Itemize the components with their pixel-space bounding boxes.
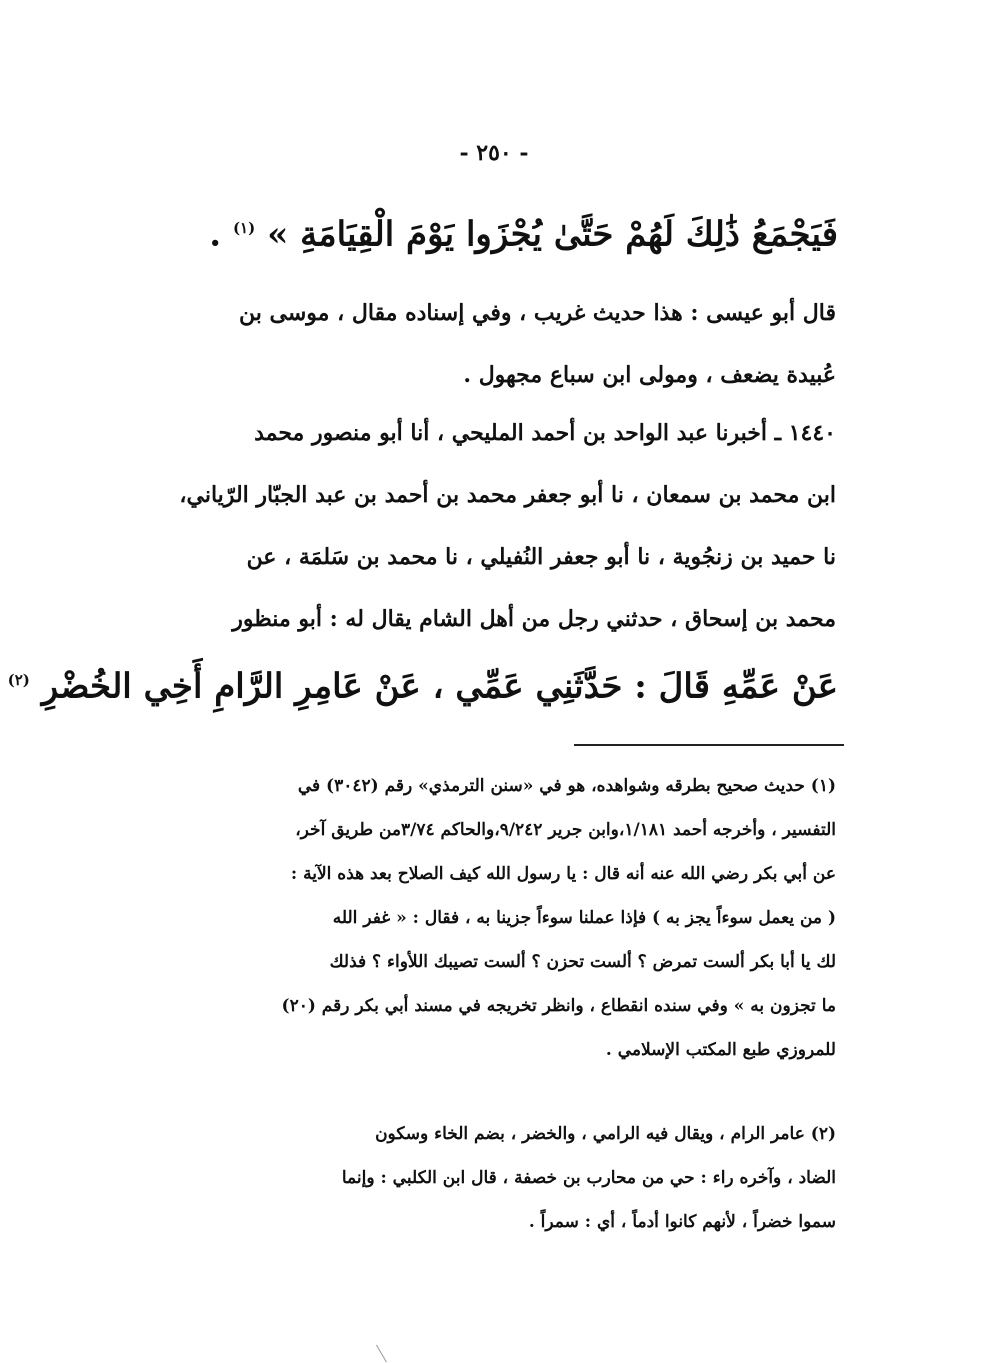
footnote-line: ما تجزون به » وفي سنده انقطاع ، وانظر تخريجه في مسند أبي بكر رقم (٢٠) <box>281 996 836 1016</box>
page-number: - ٢٥٠ - <box>459 140 529 166</box>
footnote-ref-2: (٢) <box>7 671 30 689</box>
footnote-line: (١) حديث صحيح بطرقه وشواهده، هو في «سنن الترمذي» رقم (٣٠٤٢) في <box>297 776 836 796</box>
paragraph-line: ١٤٤٠ ـ أخبرنا عبد الواحد بن أحمد المليحي ، أنا أبو منصور محمد <box>254 420 836 446</box>
paragraph-hadith-chain <box>146 402 836 650</box>
footnote-line: (٢) عامر الرام ، ويقال فيه الرامي ، والخضر ، بضم الخاء وسكون <box>375 1124 836 1144</box>
footnote-line: عن أبي بكر رضي الله عنه أنه قال : يا رسول الله كيف الصلاح بعد هذه الآية : <box>290 864 836 884</box>
paragraph-line: محمد بن إسحاق ، حدثني رجل من أهل الشام يقال له : أبو منظور <box>232 606 836 632</box>
paragraph-line: نا حميد بن زنجُوية ، نا أبو جعفر النُفيلي ، نا محمد بن سَلمَة ، عن <box>246 544 836 570</box>
footnote-line: الضاد ، وآخره راء : حي من محارب بن خصفة ، قال ابن الكلبي : وإنما <box>341 1168 836 1188</box>
paragraph-commentary <box>146 282 836 406</box>
quran-verse-top <box>138 200 838 262</box>
footnote-line: التفسير ، وأخرجه أحمد ١/١٨١،وابن جرير ٩/٢٤٢،والحاكم ٣/٧٤من طريق آخر، <box>295 820 836 840</box>
footnote-line: سموا خضراً ، لأنهم كانوا أدماً ، أي : سمراً . <box>528 1212 836 1232</box>
verse-end-mark: . <box>209 214 222 255</box>
scan-artifact <box>376 1338 399 1363</box>
paragraph-line: قال أبو عيسى : هذا حديث غريب ، وفي إسناده مقال ، موسى بن <box>238 300 836 326</box>
verse-text: فَيَجْمَعُ ذَٰلِكَ لَهُمْ حَتَّىٰ يُجْزَوا يَوْمَ الْقِيَامَةِ » <box>267 214 838 255</box>
footnote-2 <box>146 1112 836 1244</box>
footnote-line: للمروزي طبع المكتب الإسلامي . <box>605 1040 836 1060</box>
footnote-1 <box>146 764 836 1072</box>
narration-line <box>7 652 838 714</box>
footnote-line: ( من يعمل سوءاً يجز به ) فإذا عملنا سوءاً جزينا به ، فقال : « غفر الله <box>332 908 836 928</box>
footnote-ref-1: (١) <box>232 219 256 237</box>
footnote-separator <box>574 744 844 746</box>
paragraph-line: عُبيدة يضعف ، ومولى ابن سباع مجهول . <box>463 362 836 388</box>
footnote-line: لك يا أبا بكر ألست تمرض ؟ ألست تحزن ؟ ألست تصيبك اللأواء ؟ فذلك <box>329 952 836 972</box>
narration-text: عَنْ عَمِّهِ قَالَ : حَدَّثَنِي عَمِّي ، عَنْ عَامِرِ الرَّامِ أَخِي الخُضْرِ <box>41 666 838 707</box>
paragraph-line: ابن محمد بن سمعان ، نا أبو جعفر محمد بن أحمد بن عبد الجبّار الرّياني، <box>179 482 836 508</box>
